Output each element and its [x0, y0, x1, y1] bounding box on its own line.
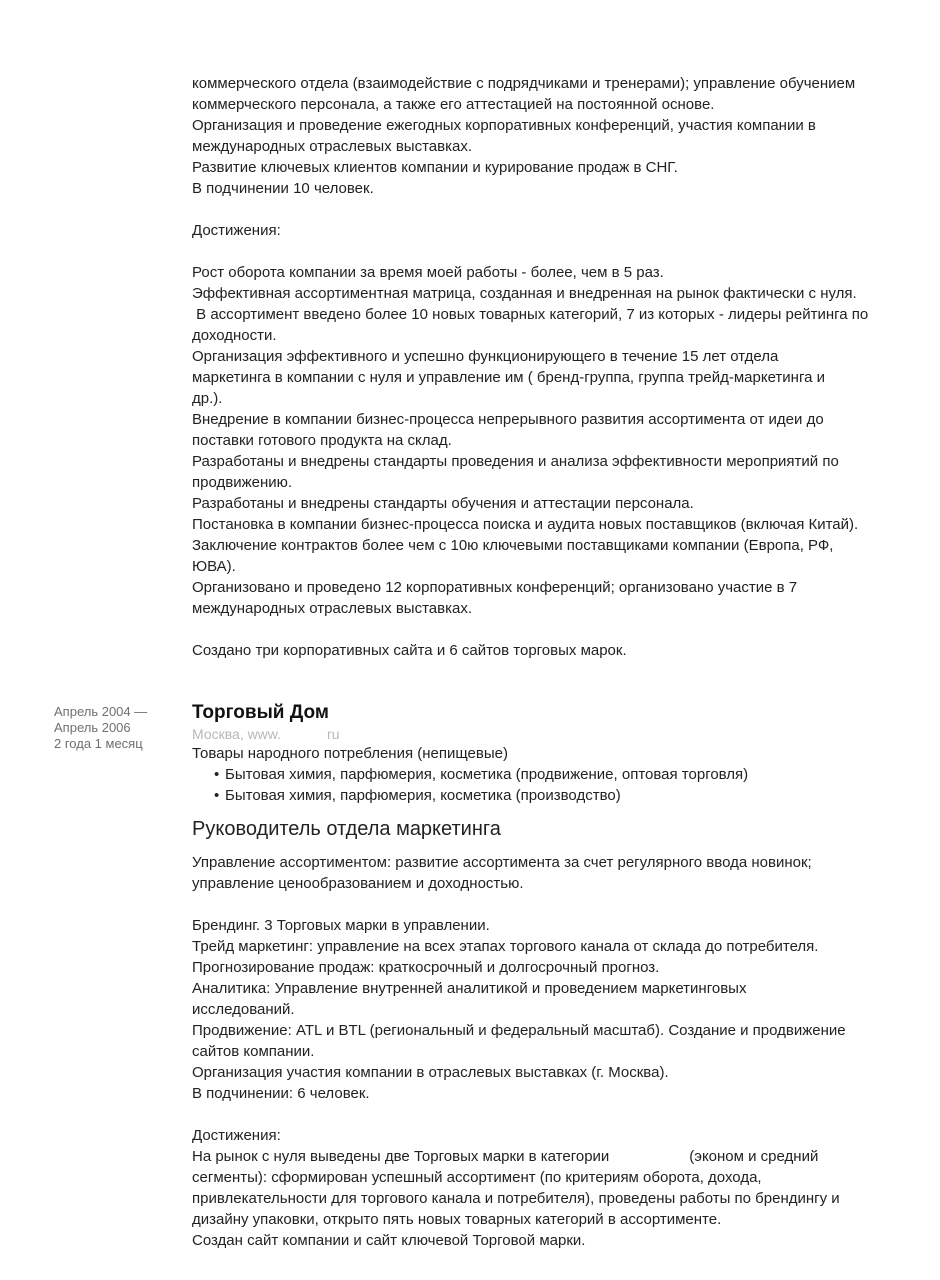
text-line: Организация и проведение ежегодных корпоративных конференций, участия компании в — [192, 117, 816, 134]
achievement-line: Создан сайт компании и сайт ключевой Торговой марки. — [192, 1232, 586, 1249]
company-name: Торговый Дом — [192, 702, 329, 723]
achievement-line: маркетинга в компании с нуля и управление им ( бренд-группа, группа трейд-маркетинга и — [192, 369, 825, 386]
industry-item-label: Бытовая химия, парфюмерия, косметика (продвижение, оптовая торговля) — [225, 766, 749, 783]
location-prefix: Москва, www. — [192, 726, 282, 742]
text-line: коммерческого персонала, а также его аттестацией на постоянной основе. — [192, 96, 715, 113]
industry-item: • Бытовая химия, парфюмерия, косметика (производство) — [214, 787, 621, 804]
achievements-heading: Достижения: — [192, 222, 281, 239]
industry-item: • Бытовая химия, парфюмерия, косметика (продвижение, оптовая торговля) — [214, 766, 749, 783]
achievements-heading: Достижения: — [192, 1127, 281, 1144]
achievement-line: Рост оборота компании за время моей работы - более, чем в 5 раз. — [192, 264, 664, 281]
description-line: Продвижение: ATL и BTL (региональный и федеральный масштаб). Создание и продвижение — [192, 1022, 846, 1039]
text-line: международных отраслевых выставках. — [192, 138, 472, 155]
achievement-line: привлекательности для торгового канала и потребителя), проведены работы по брендингу и — [192, 1190, 840, 1207]
description-line: Трейд маркетинг: управление на всех этапах торгового канала от склада до потребителя. — [192, 938, 819, 955]
period-end: Апрель 2006 — [54, 720, 131, 735]
achievement-part: На рынок с нуля выведены две Торговых марки в категории — [192, 1148, 610, 1165]
period-duration: 2 года 1 месяц — [54, 736, 143, 751]
description-line: управление ценообразованием и доходностью. — [192, 875, 524, 892]
achievement-line: Организация эффективного и успешно функционирующего в течение 15 лет отдела — [192, 348, 779, 365]
text-line: коммерческого отдела (взаимодействие с подрядчиками и тренерами); управление обучением — [192, 75, 856, 92]
text-line: В подчинении 10 человек. — [192, 180, 374, 197]
achievement-part: (эконом и средний — [689, 1148, 819, 1165]
achievement-line — [192, 1146, 907, 1167]
achievement-line: Постановка в компании бизнес-процесса поиска и аудита новых поставщиков (включая Китай). — [192, 516, 859, 533]
achievement-line: Эффективная ассортиментная матрица, созданная и внедренная на рынок фактически с нуля. — [192, 285, 857, 302]
achievement-line: Разработаны и внедрены стандарты проведения и анализа эффективности мероприятий по — [192, 453, 839, 470]
achievement-line: доходности. — [192, 327, 277, 344]
final-achievement-line: Создано три корпоративных сайта и 6 сайтов торговых марок. — [192, 642, 627, 659]
position-title: Руководитель отдела маркетинга — [192, 818, 501, 840]
description-line: Брендинг. 3 Торговых марки в управлении. — [192, 917, 490, 934]
company-industry: Товары народного потребления (непищевые) — [192, 745, 508, 762]
location-suffix: ru — [327, 726, 340, 742]
description-line: Прогнозирование продаж: краткосрочный и долгосрочный прогноз. — [192, 959, 660, 976]
description-line: Организация участия компании в отраслевых выставках (г. Москва). — [192, 1064, 669, 1081]
company-location — [192, 725, 907, 743]
description-line: Управление ассортиментом: развитие ассортимента за счет регулярного ввода новинок; — [192, 854, 812, 871]
description-line: сайтов компании. — [192, 1043, 315, 1060]
job-period — [54, 704, 189, 752]
achievement-line: дизайну упаковки, открыто пять новых товарных категорий в ассортименте. — [192, 1211, 722, 1228]
description-line: В подчинении: 6 человек. — [192, 1085, 370, 1102]
description-line: Аналитика: Управление внутренней аналитикой и проведением маркетинговых — [192, 980, 747, 997]
achievement-line: международных отраслевых выставках. — [192, 600, 472, 617]
responsibilities-text — [192, 73, 907, 199]
achievement-line: ЮВА). — [192, 558, 236, 575]
achievement-line: Внедрение в компании бизнес-процесса непрерывного развития ассортимента от идеи до — [192, 411, 824, 428]
achievement-line: др.). — [192, 390, 223, 407]
description-line: исследований. — [192, 1001, 295, 1018]
achievement-line: В ассортимент введено более 10 новых товарных категорий, 7 из которых - лидеры рейтинга по — [192, 306, 869, 323]
achievements-list — [192, 262, 907, 619]
period-start: Апрель 2004 — — [54, 704, 148, 719]
previous-job-continuation — [192, 73, 907, 661]
job-entry — [192, 701, 907, 1251]
achievement-line: продвижению. — [192, 474, 293, 491]
industry-item-label: Бытовая химия, парфюмерия, косметика (производство) — [225, 787, 621, 804]
achievement-line: поставки готового продукта на склад. — [192, 432, 452, 449]
achievement-line: Разработаны и внедрены стандарты обучения и аттестации персонала. — [192, 495, 694, 512]
achievement-line: Организовано и проведено 12 корпоративных конференций; организовано участие в 7 — [192, 579, 798, 596]
achievement-line: Заключение контрактов более чем с 10ю ключевыми поставщиками компании (Европа, РФ, — [192, 537, 834, 554]
text-line: Развитие ключевых клиентов компании и курирование продаж в СНГ. — [192, 159, 678, 176]
achievement-line: сегменты): сформирован успешный ассортимент (по критериям оборота, дохода, — [192, 1169, 762, 1186]
